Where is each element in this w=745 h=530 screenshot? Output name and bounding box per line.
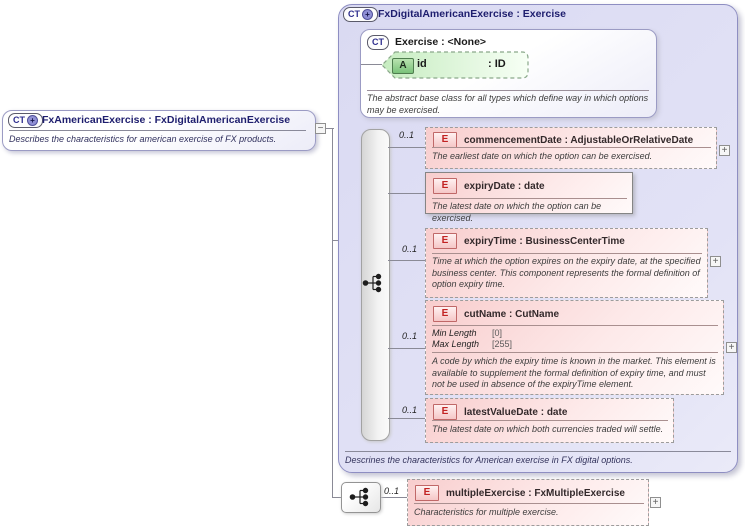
sequence-icon (349, 487, 371, 507)
element-description: The earliest date on which the option can be exercised. (432, 151, 653, 161)
attribute-badge: A (392, 58, 414, 74)
main-type-description: Describes the characteristics for american exercise of FX products. (9, 134, 277, 144)
connector-line (379, 497, 407, 498)
connector-line (388, 260, 425, 261)
element-badge: E (433, 404, 457, 420)
expand-icon[interactable] (719, 145, 730, 156)
element-multipleExercise[interactable] (407, 479, 649, 526)
element-description: Time at which the option expires on the expiry date, at the specified business center. This component represents the formal definition of option expiry time. (432, 256, 701, 290)
element-commencementDate[interactable] (425, 127, 717, 169)
attribute-name: id (417, 58, 427, 70)
element-title: expiryTime : BusinessCenterTime (464, 235, 625, 247)
element-badge: E (415, 485, 439, 501)
element-expiryTime[interactable] (425, 228, 708, 298)
element-badge: E (433, 178, 457, 194)
minus-glyph: − (317, 123, 324, 134)
facet-label: Max Length (432, 339, 480, 349)
element-title: cutName : CutName (464, 308, 560, 320)
connector-line (388, 418, 425, 419)
expand-icon[interactable] (710, 256, 721, 267)
element-badge: E (433, 306, 457, 322)
complex-type-badge (8, 113, 43, 128)
parent-type-title: FxDigitalAmericanExercise : Exercise (378, 8, 566, 20)
facet-value: [255] (492, 339, 513, 349)
parent-type-description: Descrines the characteristics for American exercise in FX digital options. (345, 455, 633, 465)
cardinality-label: 0..1 (384, 486, 400, 496)
expand-icon[interactable] (650, 497, 661, 508)
element-title: commencementDate : AdjustableOrRelativeDate (464, 134, 694, 146)
element-description: A code by which the expiry time is known in the market. This element is available to supplement the formal definition of expiry time, and must not be used in absence of the expiryTime element. (432, 356, 716, 390)
connector-line (332, 497, 341, 498)
element-description: Characteristics for multiple exercise. (414, 507, 559, 517)
element-cutName[interactable] (425, 300, 724, 395)
element-latestValueDate[interactable] (425, 398, 674, 443)
element-badge: E (433, 132, 457, 148)
connector-line (388, 147, 425, 148)
attribute-type: : ID (488, 58, 506, 70)
base-type-title: Exercise : <None> (395, 36, 487, 48)
sequence-icon (362, 273, 384, 293)
collapse-icon[interactable] (315, 123, 326, 134)
connector-line (388, 193, 425, 194)
plus-icon: + (362, 9, 373, 20)
expand-icon[interactable] (726, 342, 737, 353)
facet-value: [0] (492, 328, 503, 338)
connector-trunk (332, 128, 333, 498)
plus-glyph: + (728, 342, 735, 353)
plus-icon: + (27, 115, 38, 126)
badge-label: CT (13, 115, 25, 125)
cardinality-label: 0..1 (402, 405, 418, 415)
cardinality-label: 0..1 (402, 244, 418, 254)
element-description: The latest date on which both currencies traded will settle. (432, 424, 664, 434)
connector-line (361, 64, 382, 65)
element-title: expiryDate : date (464, 180, 545, 192)
base-type-description: The abstract base class for all types which define way in which options may be exercised. (367, 93, 649, 115)
element-expiryDate[interactable] (425, 172, 633, 223)
main-type-title: FxAmericanExercise : FxDigitalAmericanExercise (42, 114, 291, 126)
plus-glyph: + (652, 497, 659, 508)
badge-label: CT (348, 9, 360, 19)
cardinality-label: 0..1 (402, 331, 418, 341)
plus-glyph: + (721, 145, 728, 156)
connector-line (388, 348, 425, 349)
plus-glyph: + (712, 256, 719, 267)
element-title: latestValueDate : date (464, 406, 568, 418)
badge-label: CT (372, 37, 384, 47)
element-badge: E (433, 233, 457, 249)
facet-label: Min Length (432, 328, 477, 338)
cardinality-label: 0..1 (399, 130, 415, 140)
element-title: multipleExercise : FxMultipleExercise (446, 487, 625, 499)
complex-type-badge (343, 7, 378, 22)
complex-type-badge (367, 35, 389, 50)
element-description: The latest date on which the option can be exercised. (432, 201, 602, 223)
